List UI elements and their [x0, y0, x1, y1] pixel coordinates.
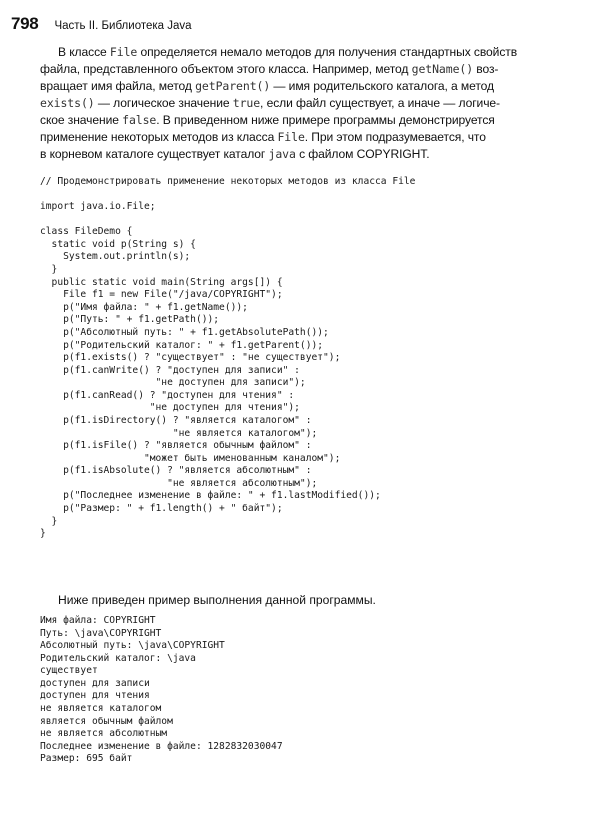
text-segment: В классе — [58, 45, 110, 59]
page-header — [11, 14, 192, 34]
text-segment: , если файл существует, а иначе — логиче- — [260, 96, 500, 110]
text-segment: — имя родительского каталога, а метод — [270, 79, 494, 93]
text-segment: ское значение — [40, 113, 123, 127]
inline-code: getName() — [411, 62, 474, 76]
code-line: public static void main(String args[]) { — [40, 276, 283, 288]
output-line: не является каталогом — [40, 703, 162, 715]
text-segment: . В приведенном ниже примере программы демонстрируется — [156, 113, 495, 127]
text-segment: с файлом COPYRIGHT. — [295, 147, 430, 161]
code-line: "не доступен для чтения"); — [40, 402, 300, 414]
output-line: Имя файла: COPYRIGHT — [40, 615, 156, 626]
code-line: static void p(String s) { — [40, 238, 196, 250]
intro-line — [40, 44, 574, 61]
text-segment: в корневом каталоге существует каталог — [40, 147, 269, 161]
inline-code: getParent() — [195, 79, 271, 93]
code-line: System.out.println(s); — [40, 251, 191, 263]
inline-code: java — [268, 147, 296, 161]
output-line: Путь: \java\COPYRIGHT — [40, 627, 162, 639]
intro-line — [40, 95, 574, 112]
code-line: p("Родительский каталог: " + f1.getParent()); — [40, 339, 324, 351]
code-line: p("Путь: " + f1.getPath()); — [40, 314, 220, 326]
text-segment: определяется немало методов для получения стандартных свойств — [137, 45, 518, 59]
code-line: import java.io.File; — [40, 201, 156, 213]
inline-code: File — [109, 45, 138, 59]
output-line: доступен для записи — [40, 677, 150, 689]
output-line: не является абсолютным — [40, 728, 168, 740]
code-line: } — [40, 515, 58, 527]
intro-paragraph — [40, 44, 574, 163]
text-segment: . При этом подразумевается, что — [304, 130, 486, 144]
inline-code: exists() — [40, 96, 95, 110]
text-segment: вращает имя файла, метод — [40, 79, 196, 93]
code-line — [40, 189, 580, 202]
code-line: p(f1.isFile() ? "является обычным файлом" : — [40, 440, 312, 452]
code-line — [40, 214, 580, 227]
code-line: p(f1.isAbsolute() ? "является абсолютным" : — [40, 465, 312, 477]
code-line: p("Имя файла: " + f1.getName()); — [40, 301, 248, 313]
intro-line — [40, 146, 574, 163]
code-line: "не является абсолютным"); — [40, 477, 318, 489]
code-line: "не является каталогом"); — [40, 427, 318, 439]
code-line: File f1 = new File("/java/COPYRIGHT"); — [40, 289, 283, 301]
output-line: является обычным файлом — [40, 715, 173, 727]
text-segment: — логическое значение — [94, 96, 233, 110]
code-line: class FileDemo { — [40, 226, 133, 238]
code-line: p("Размер: " + f1.length() + " байт"); — [40, 503, 283, 515]
output-line: Родительский каталог: \java — [40, 652, 196, 664]
output-line: Последнее изменение в файле: 1282832030047 — [40, 740, 283, 752]
code-listing — [40, 176, 580, 541]
code-line: "не доступен для записи"); — [40, 377, 306, 389]
code-line: "может быть именованным каналом"); — [40, 452, 341, 464]
output-line: существует — [40, 665, 98, 677]
code-line: } — [40, 528, 46, 540]
code-line: p(f1.exists() ? "существует" : "не существует"); — [40, 352, 341, 364]
code-line: p(f1.canRead() ? "доступен для чтения" : — [40, 389, 295, 401]
code-line: p(f1.isDirectory() ? "является каталогом" : — [40, 414, 312, 426]
code-line: p(f1.canWrite() ? "доступен для записи" : — [40, 364, 300, 376]
inline-code: File — [277, 130, 305, 144]
text-segment: файла, представленного объектом этого класса. Например, метод — [40, 62, 412, 76]
output-intro-text: Ниже приведен пример выполнения данной программы. — [58, 593, 376, 607]
program-output — [40, 615, 580, 766]
intro-line — [40, 129, 574, 146]
inline-code: false — [122, 113, 157, 127]
code-line: p("Последнее изменение в файле: " + f1.lastModified()); — [40, 490, 381, 502]
code-line: // Продемонстрировать применение некоторых методов из класса File — [40, 176, 416, 187]
text-segment: воз- — [473, 62, 499, 76]
intro-line — [40, 61, 574, 78]
page-number: 798 — [11, 14, 39, 33]
inline-code: true — [232, 96, 261, 110]
code-line: p("Абсолютный путь: " + f1.getAbsolutePath()); — [40, 326, 329, 338]
intro-line — [40, 112, 574, 129]
output-line: Абсолютный путь: \java\COPYRIGHT — [40, 640, 225, 652]
code-line: } — [40, 264, 58, 276]
output-line: доступен для чтения — [40, 690, 150, 702]
output-line: Размер: 695 байт — [40, 753, 133, 765]
running-title: Часть II. Библиотека Java — [54, 20, 192, 32]
intro-line — [40, 78, 574, 95]
text-segment: применение некоторых методов из класса — [40, 130, 278, 144]
